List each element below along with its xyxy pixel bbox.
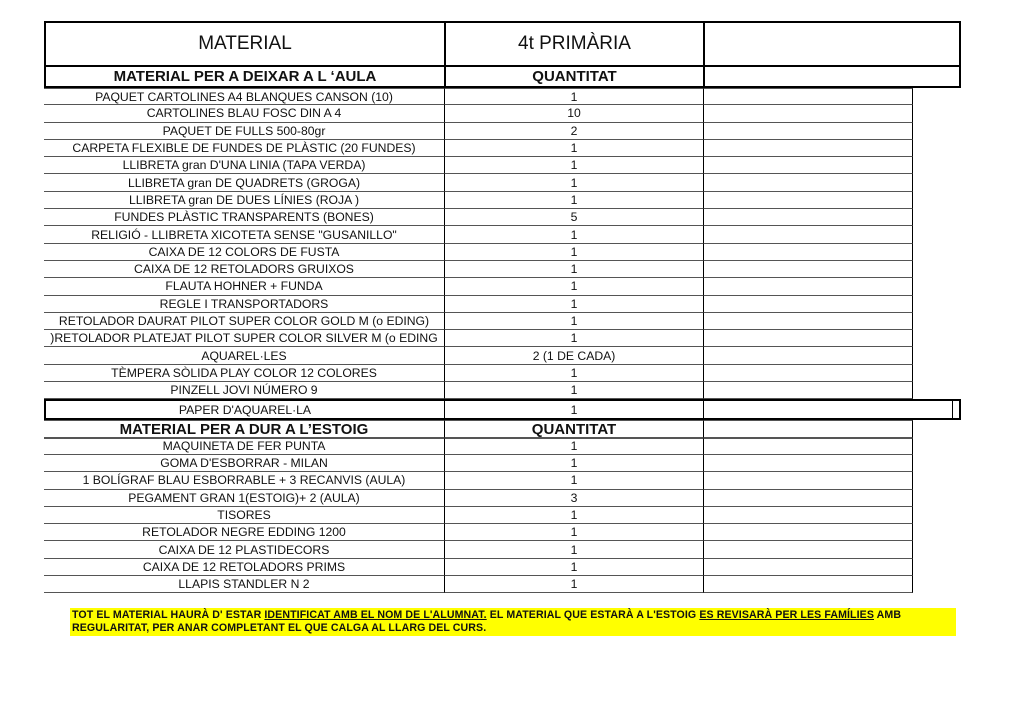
item-name: MAQUINETA DE FER PUNTA: [44, 438, 445, 455]
item-quantity: 1: [445, 313, 704, 330]
item-empty-cell: [704, 140, 913, 157]
table-row: [44, 123, 961, 140]
item-empty-cell: [704, 365, 913, 382]
item-empty-cell: [704, 438, 913, 455]
table-row: [44, 541, 961, 558]
item-empty-cell: [704, 559, 913, 576]
item-name: AQUAREL·LES: [44, 347, 445, 364]
item-quantity: 1: [445, 365, 704, 382]
table-row: [44, 105, 961, 122]
item-name: CARPETA FLEXIBLE DE FUNDES DE PLÀSTIC (20 FUNDES): [44, 140, 445, 157]
table-row: [44, 438, 961, 455]
table-row: [44, 313, 961, 330]
item-quantity: 5: [445, 209, 704, 226]
item-empty-cell: [704, 123, 913, 140]
table-row: [44, 88, 961, 105]
section2-rows: [44, 438, 961, 594]
section1-qty-header: QUANTITAT: [445, 65, 704, 88]
table-row: [44, 261, 961, 278]
item-empty-cell: [704, 226, 913, 243]
item-empty-cell: [704, 347, 913, 364]
material-list-sheet: [44, 21, 961, 593]
item-quantity: 1: [445, 507, 704, 524]
item-quantity: 1: [445, 174, 704, 191]
item-empty-cell: [704, 209, 913, 226]
item-name: CAIXA DE 12 RETOLADORS PRIMS: [44, 559, 445, 576]
table-row: [44, 455, 961, 472]
item-name: REGLE I TRANSPORTADORS: [44, 296, 445, 313]
item-name: RETOLADOR NEGRE EDDING 1200: [44, 524, 445, 541]
item-empty-cell: [704, 261, 913, 278]
table-row: [44, 330, 961, 347]
item-name: CAIXA DE 12 PLASTIDECORS: [44, 541, 445, 558]
item-quantity: 1: [445, 438, 704, 455]
item-quantity: 1: [445, 541, 704, 558]
item-name: PINZELL JOVI NÚMERO 9: [44, 382, 445, 399]
item-empty-cell: [704, 524, 913, 541]
item-empty-cell: [704, 157, 913, 174]
item-quantity: 1: [445, 140, 704, 157]
item-empty-cell: [704, 472, 913, 489]
section1-empty-header: [704, 65, 961, 88]
item-name: LLAPIS STANDLER N 2: [44, 576, 445, 593]
highlighted-note: [70, 608, 956, 636]
item-quantity: 1: [445, 524, 704, 541]
section2-header-row: [44, 420, 961, 437]
item-empty-cell: [704, 278, 913, 295]
item-name: LLIBRETA gran DE DUES LÍNIES (ROJA ): [44, 192, 445, 209]
table-row: [44, 382, 961, 399]
item-name: PAQUET DE FULLS 500-80gr: [44, 123, 445, 140]
item-empty-cell: [704, 313, 913, 330]
section1-header-row: [44, 65, 961, 88]
item-empty-cell: [704, 296, 913, 313]
item-quantity: 1: [445, 296, 704, 313]
item-name: )RETOLADOR PLATEJAT PILOT SUPER COLOR SILVER M (o EDING: [44, 330, 445, 347]
item-quantity: 1: [445, 330, 704, 347]
table-row: [44, 559, 961, 576]
item-empty-cell: [704, 541, 913, 558]
section1-title: MATERIAL PER A DEIXAR A L ‘AULA: [44, 65, 445, 88]
item-name: CAIXA DE 12 COLORS DE FUSTA: [44, 244, 445, 261]
item-quantity: 1: [445, 382, 704, 399]
item-name: GOMA D'ESBORRAR - MILAN: [44, 455, 445, 472]
item-quantity: 1: [445, 278, 704, 295]
item-name: FLAUTA HOHNER + FUNDA: [44, 278, 445, 295]
boxed-item-edge: [953, 401, 957, 418]
note-part-4: ES REVISARÀ PER LES FAMÍLIES: [699, 609, 874, 621]
table-row: [44, 157, 961, 174]
item-quantity: 1: [445, 472, 704, 489]
note-part-1: TOT EL MATERIAL HAURÀ D' ESTAR: [72, 609, 265, 621]
table-title-row: [44, 21, 961, 67]
boxed-item-empty: [704, 401, 953, 418]
item-name: PAQUET CARTOLINES A4 BLANQUES CANSON (10): [44, 88, 445, 105]
item-empty-cell: [704, 455, 913, 472]
item-quantity: 1: [445, 88, 704, 105]
item-empty-cell: [704, 382, 913, 399]
item-empty-cell: [704, 507, 913, 524]
item-empty-cell: [704, 105, 913, 122]
table-row: [44, 472, 961, 489]
item-quantity: 1: [445, 455, 704, 472]
table-row: [44, 209, 961, 226]
table-row: [44, 174, 961, 191]
item-quantity: 2 (1 DE CADA): [445, 347, 704, 364]
item-name: CAIXA DE 12 RETOLADORS GRUIXOS: [44, 261, 445, 278]
item-name: TISORES: [44, 507, 445, 524]
boxed-item-name: PAPER D'AQUAREL·LA: [46, 401, 445, 418]
table-row: [44, 244, 961, 261]
item-name: 1 BOLÍGRAF BLAU ESBORRABLE + 3 RECANVIS (AULA): [44, 472, 445, 489]
table-row: [44, 490, 961, 507]
item-empty-cell: [704, 330, 913, 347]
section1-rows: [44, 88, 961, 399]
table-row: [44, 347, 961, 364]
item-quantity: 1: [445, 244, 704, 261]
table-row: [44, 576, 961, 593]
item-name: LLIBRETA gran DE QUADRETS (GROGA): [44, 174, 445, 191]
item-quantity: 1: [445, 576, 704, 593]
item-quantity: 1: [445, 226, 704, 243]
table-row: [44, 296, 961, 313]
item-quantity: 1: [445, 157, 704, 174]
item-empty-cell: [704, 88, 913, 105]
note-part-2: IDENTIFICAT AMB EL NOM DE L'ALUMNAT.: [264, 609, 487, 621]
item-quantity: 1: [445, 559, 704, 576]
item-quantity: 10: [445, 105, 704, 122]
item-empty-cell: [704, 244, 913, 261]
table-row: [44, 192, 961, 209]
item-empty-cell: [704, 174, 913, 191]
section2-title: MATERIAL PER A DUR A L’ESTOIG: [44, 420, 445, 437]
note-part-5: AMB REGULARITAT, PER ANAR COMPLETANT EL QUE CALGA AL LLARG DEL CURS.: [72, 609, 902, 634]
table-row: [44, 278, 961, 295]
item-quantity: 1: [445, 192, 704, 209]
table-row: [44, 507, 961, 524]
section2-empty-header: [704, 420, 913, 437]
table-row: [44, 226, 961, 243]
item-empty-cell: [704, 490, 913, 507]
table-row: [44, 524, 961, 541]
item-name: TÈMPERA SÒLIDA PLAY COLOR 12 COLORES: [44, 365, 445, 382]
item-empty-cell: [704, 192, 913, 209]
empty-column-header: [704, 21, 961, 67]
item-name: RELIGIÓ - LLIBRETA XICOTETA SENSE "GUSANILLO": [44, 226, 445, 243]
note-part-3: EL MATERIAL QUE ESTARÀ A L'ESTOIG: [486, 609, 700, 621]
grade-column-header: 4t PRIMÀRIA: [445, 21, 704, 67]
item-empty-cell: [704, 576, 913, 593]
boxed-item-qty: 1: [445, 401, 704, 418]
table-row: [44, 140, 961, 157]
item-quantity: 2: [445, 123, 704, 140]
boxed-item-row: [44, 399, 961, 420]
item-name: FUNDES PLÀSTIC TRANSPARENTS (BONES): [44, 209, 445, 226]
material-column-header: MATERIAL: [44, 21, 445, 67]
table-row: [44, 365, 961, 382]
item-name: RETOLADOR DAURAT PILOT SUPER COLOR GOLD M (o EDING): [44, 313, 445, 330]
item-name: CARTOLINES BLAU FOSC DIN A 4: [44, 105, 445, 122]
item-quantity: 3: [445, 490, 704, 507]
item-name: LLIBRETA gran D'UNA LINIA (TAPA VERDA): [44, 157, 445, 174]
section2-qty-header: QUANTITAT: [445, 420, 704, 437]
item-quantity: 1: [445, 261, 704, 278]
item-name: PEGAMENT GRAN 1(ESTOIG)+ 2 (AULA): [44, 490, 445, 507]
